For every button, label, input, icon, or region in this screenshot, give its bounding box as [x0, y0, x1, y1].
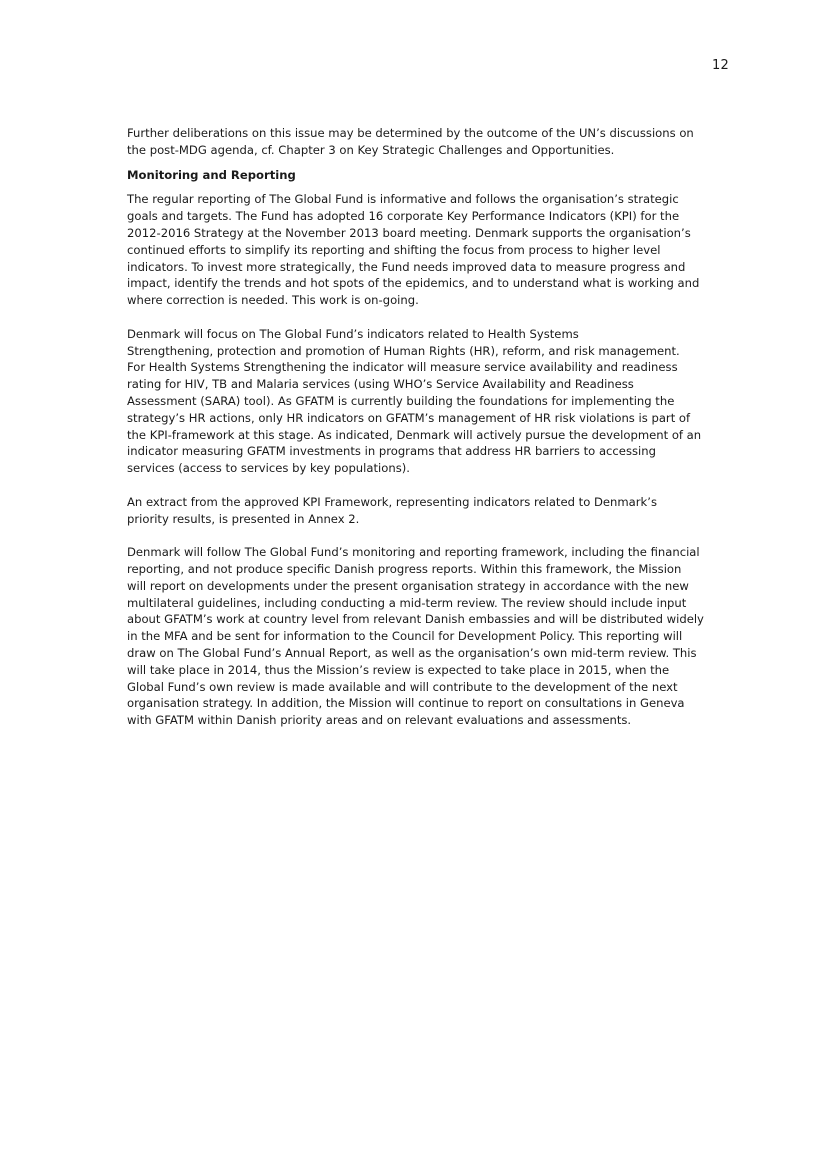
text-line: rating for HIV, TB and Malaria services (using WHO’s Service Availability and Readiness — [127, 377, 634, 392]
text-line: Strengthening, protection and promotion of Human Rights (HR), reform, and risk management. — [127, 343, 680, 358]
text-line: the KPI-framework at this stage. As indicated, Denmark will actively pursue the development of an — [127, 427, 702, 442]
text-line: organisation strategy. In addition, the Mission will continue to report on consultations in Geneva — [127, 696, 685, 711]
text-line: Denmark will follow The Global Fund’s monitoring and reporting framework, including the financial — [127, 545, 700, 560]
intro-paragraph — [127, 125, 732, 159]
text-line: indicator measuring GFATM investments in programs that address HR barriers to accessing — [127, 444, 656, 459]
text-line: draw on The Global Fund’s Annual Report, as well as the organisation’s own mid-term review. This — [127, 645, 697, 660]
text-line: Global Fund’s own review is made available and will contribute to the development of the next — [127, 679, 678, 694]
text-line: services (access to services by key populations). — [127, 461, 410, 476]
text-line: goals and targets. The Fund has adopted 16 corporate Key Performance Indicators (KPI) for the — [127, 209, 680, 224]
text-line: will report on developments under the present organisation strategy in accordance with the new — [127, 578, 689, 593]
text-line: priority results, is presented in Annex 2. — [127, 511, 360, 526]
text-line: strategy’s HR actions, only HR indicators on GFATM’s management of HR risk violations is part of — [127, 410, 691, 425]
text-line: For Health Systems Strengthening the indicator will measure service availability and readiness — [127, 360, 678, 375]
text-line: will take place in 2014, thus the Mission’s review is expected to take place in 2015, when the — [127, 662, 670, 677]
document-body — [127, 125, 732, 729]
text-line: where correction is needed. This work is on-going. — [127, 293, 419, 308]
section-heading: Monitoring and Reporting — [127, 167, 296, 182]
text-line: Denmark will focus on The Global Fund’s indicators related to Health Systems — [127, 326, 579, 341]
text-line: indicators. To invest more strategically, the Fund needs improved data to measure progress and — [127, 259, 686, 274]
text-line: reporting, and not produce specific Danish progress reports. Within this framework, the Mission — [127, 561, 682, 576]
text-line: in the MFA and be sent for information to the Council for Development Policy. This reporting will — [127, 629, 683, 644]
paragraph-annex — [127, 494, 732, 528]
text-line: continued efforts to simplify its reporting and shifting the focus from process to higher level — [127, 242, 661, 257]
text-line: about GFATM’s work at country level from relevant Danish embassies and will be distributed widely — [127, 612, 704, 627]
page-number: 12 — [712, 58, 729, 73]
text-line: The regular reporting of The Global Fund is informative and follows the organisation’s strategic — [127, 192, 679, 207]
paragraph-framework — [127, 544, 732, 729]
paragraph-indicators — [127, 326, 732, 477]
text-line: Assessment (SARA) tool). As GFATM is currently building the foundations for implementing the — [127, 393, 675, 408]
text-line: Further deliberations on this issue may be determined by the outcome of the UN’s discussions on — [127, 126, 694, 140]
text-line: 2012-2016 Strategy at the November 2013 board meeting. Denmark supports the organisation’s — [127, 225, 691, 240]
text-line: An extract from the approved KPI Framework, representing indicators related to Denmark’s — [127, 494, 657, 509]
text-line: multilateral guidelines, including conducting a mid-term review. The review should include input — [127, 595, 687, 610]
text-line: with GFATM within Danish priority areas and on relevant evaluations and assessments. — [127, 713, 632, 728]
paragraph-reporting — [127, 191, 732, 309]
text-line: impact, identify the trends and hot spots of the epidemics, and to understand what is working and — [127, 276, 700, 291]
text-line: the post-MDG agenda, cf. Chapter 3 on Key Strategic Challenges and Opportunities. — [127, 142, 615, 157]
